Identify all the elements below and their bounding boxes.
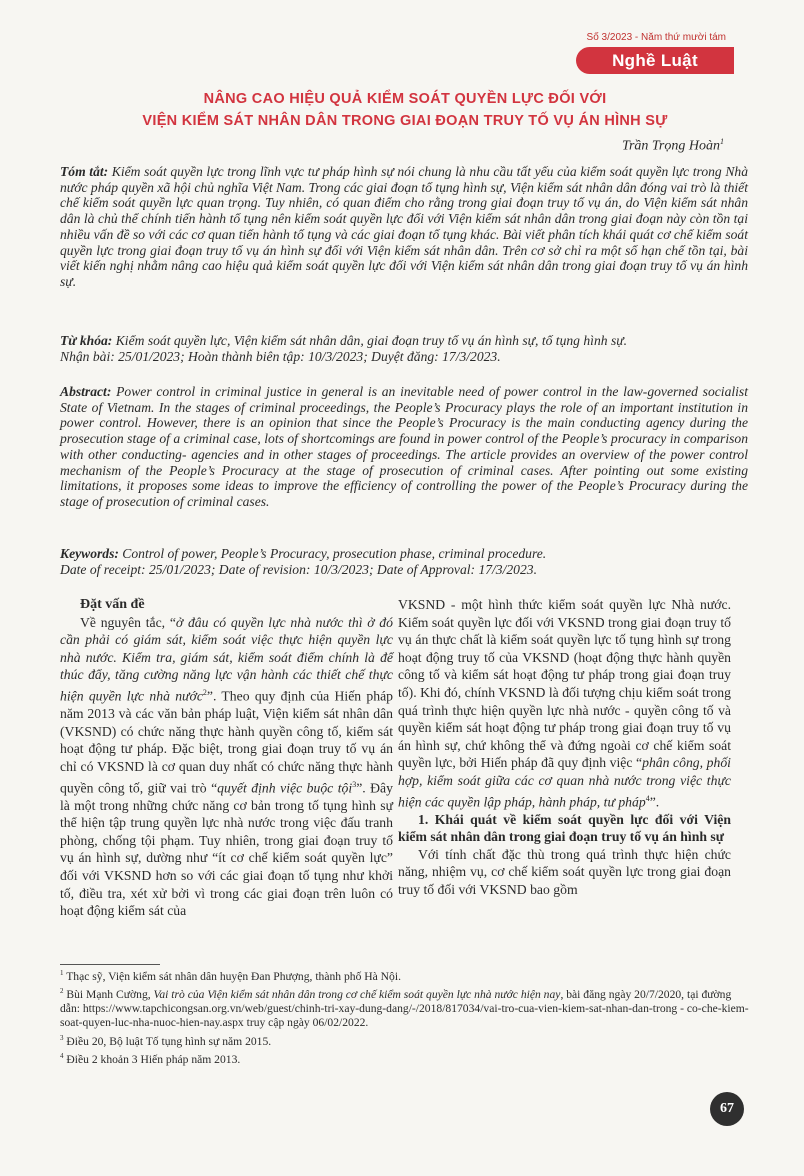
abstract-en-text: Power control in criminal justice in general is an inevitable need of power control in the law-governed socialist State of Vietnam. In the stages of criminal proceedings, the People’s Procuracy plays the role of an important institution in power control. However, there is an opinion that since the People’s Procuracy is the main conducting agency during the prosecution stage of a criminal case, lots of shortcomings are found in power control of the People’s procuracy in comparison with other conducting- agencies and in other stages of proceedings. The article provides an overview of the power control mechanism of the People’s Procuracy at the stage of prosecution of criminal cases. After pointing out some existing limitations, it proposes some ideas to improve the efficiency of controlling the power of the People’s Procuracy during the stage of prosecution of criminal cases. — [60, 384, 748, 509]
intro-heading: Đặt vấn đề — [80, 597, 145, 612]
keywords-vi-label: Từ khóa: — [60, 333, 113, 348]
p2-text-b: ”. — [649, 794, 660, 810]
body-paragraph-2 — [398, 596, 731, 811]
abstract-vi-label: Tóm tắt: — [60, 164, 109, 179]
body-paragraph-1 — [60, 614, 393, 920]
keywords-en-text: Control of power, People’s Procuracy, prosecution phase, criminal procedure. — [118, 546, 547, 561]
p2-quote: phân công, phối hợp, kiểm soát giữa các cơ quan nhà nước trong việc thực hiện các quyền lập pháp, hành pháp, tư pháp — [398, 755, 731, 810]
footnote-1-number: 1 — [60, 969, 64, 977]
p1-quote: ở đâu có quyền lực nhà nước thì ở đó cần phải có giám sát, kiểm soát việc thực hiện quyền lực nhà nước. Kiểm tra, giám sát, kiểm soát điểm chính là để thúc đẩy, tăng cường năng lực vận hành các thiết chế thực hiện quyền lực nhà nước — [60, 614, 393, 704]
p2-text-a: VKSND - một hình thức kiểm soát quyền lực Nhà nước. Kiểm soát quyền lực đối với VKSND trong giai đoạn truy tố vụ án thực chất là kiểm soát quyền lực tố tụng hình sự trong hoạt động truy tố của VKSND (hoạt động thực hành quyền công tố và kiểm sát hoạt động tư pháp trong giai đoạn truy tố). Khi đó, chính VKSND là đối tượng chịu kiểm soát trong quá trình thực hiện quyền lực nhà nước - quyền công tố và quyền kiểm sát hoạt động tư pháp trong giai đoạn truy tố vụ án hình sự, chứ không thể và đứng ngoài cơ chế kiểm soát quyền lực, bởi Hiến pháp đã quy định việc “ — [398, 597, 731, 771]
keywords-en-line — [60, 546, 748, 562]
footnote-1-text: Thạc sỹ, Viện kiểm sát nhân dân huyện Đan Phượng, thành phố Hà Nội. — [63, 969, 401, 983]
footnote-2-text-a: Bùi Mạnh Cường, — [63, 987, 154, 1001]
footnote-2-text-b: , bài đăng ngày 20/7/2020, tại đường dẫn: https://www.tapchicongsan.org.vn/web/guest/chinh-tri-xay-dung-dang/-/2018/817034/vai-tro-cua-vien-kiem-sat-nhan-dan-trong - co-che-kiem-soat-quyen-luc-nha-nuoc-hien-nay.aspx truy cập ngày 06/02/2022. — [60, 987, 749, 1030]
footnote-divider — [60, 964, 160, 965]
footnote-4 — [60, 1049, 750, 1067]
issue-info: Số 3/2023 - Năm thứ mười tám — [586, 32, 726, 43]
footnotes — [60, 966, 750, 1067]
dates-vi: Nhận bài: 25/01/2023; Hoàn thành biên tập: 10/3/2023; Duyệt đăng: 17/3/2023. — [60, 348, 501, 364]
footnote-3 — [60, 1031, 750, 1049]
section-1-heading: 1. Khái quát về kiểm soát quyền lực đối với Viện kiểm sát nhân dân trong giai đoạn truy tố vụ án hình sự — [398, 811, 731, 845]
keywords-vi-text: Kiểm soát quyền lực, Viện kiểm sát nhân dân, giai đoạn truy tố vụ án hình sự, tố tụng hình sự. — [112, 333, 628, 348]
p1-text-b: ”. Theo quy định của Hiến pháp năm 2013 và các văn bản pháp luật, Viện kiểm sát nhân dân (VKSND) có chức năng thực hành quyền công tố, kiểm sát hoạt động tư pháp. Đặc biệt, trong giai đoạn truy tố vụ án chỉ có VKSND là cơ quan duy nhất có chức năng thực hành quyền công tố, giữ vai trò “ — [60, 688, 393, 796]
p1-footnote-ref: 2 — [202, 687, 207, 697]
keywords-vietnamese — [60, 333, 748, 364]
p1-text-a: Về nguyên tắc, “ — [80, 614, 176, 630]
footnote-4-text: Điều 2 khoản 3 Hiến pháp năm 2013. — [63, 1052, 241, 1066]
p1-footnote-ref-2: 3 — [352, 779, 357, 789]
body-column-right — [398, 596, 731, 899]
author-name: Trần Trọng Hoàn — [621, 138, 720, 154]
footnote-2-title: Vai trò của Viện kiểm sát nhân dân trong cơ chế kiểm soát quyền lực nhà nước hiện nay — [153, 987, 561, 1001]
abstract-vi-text: Kiểm soát quyền lực trong lĩnh vực tư pháp hình sự nói chung là nhu cầu tất yếu của kiểm soát quyền lực trong Nhà nước pháp quyền xã hội chủ nghĩa Việt Nam. Trong các giai đoạn tố tụng hình sự, Viện kiểm sát nhân dân đóng vai trò là thiết chế kiểm soát quyền lực quan trọng. Tuy nhiên, có quan điểm cho rằng trong giai đoạn truy tố vụ án, do Viện kiểm sát nhân dân là chủ thể chính tiến hành tố tụng nên kiểm soát quyền lực đối với Viện kiểm sát nhân dân trong giai đoạn này còn tồn tại nhiều vấn đề so với các cơ quan tiến hành tố tụng và các giai đoạn tố tụng khác. Bài viết phân tích khái quát cơ chế kiểm soát quyền lực trong giai đoạn truy tố vụ án hình sự đối với Viện kiểm sát nhân dân. Trên cơ sở chỉ ra một số hạn chế tồn tại, bài viết kiến nghị nhằm nâng cao hiệu quả kiểm soát quyền lực đối với Viện kiểm sát nhân dân trong giai đoạn truy tố vụ án hình sự. — [60, 164, 748, 289]
body-paragraph-3: Với tính chất đặc thù trong quá trình thực hiện chức năng, nhiệm vụ, cơ chế kiểm soát quyền lực trong giai đoạn truy tố đối với VKSND bao gồm — [398, 846, 731, 898]
title-line-2: VIỆN KIỂM SÁT NHÂN DÂN TRONG GIAI ĐOẠN TRUY TỐ VỤ ÁN HÌNH SỰ — [142, 113, 668, 129]
title-line-1: NÂNG CAO HIỆU QUẢ KIỂM SOÁT QUYỀN LỰC ĐỐI VỚI — [203, 91, 607, 107]
keywords-en-label: Keywords: — [60, 546, 119, 561]
p1-text-c: ”. Đây là một trong những chức năng cơ bản trong tố tụng hình sự thể hiện tập trung quyền lực nhà nước trong việc đấu tranh phòng, chống tội phạm. Tuy nhiên, trong giai đoạn truy tố vụ án hình sự, dường như “ít cơ chế kiểm soát quyền lực” đối với VKSND hơn so với các giai đoạn tố tụng như khởi tố, điều tra, xét xử bởi vì trong các giai đoạn trên luôn có hoạt động kiểm sát của — [60, 780, 393, 919]
section-badge: Nghề Luật — [576, 47, 734, 74]
article-title — [60, 88, 750, 132]
footnote-2-number: 2 — [60, 987, 64, 996]
footnote-4-number: 4 — [60, 1051, 64, 1060]
footnote-1 — [60, 966, 750, 984]
footnote-3-text: Điều 20, Bộ luật Tố tụng hình sự năm 2015. — [63, 1034, 272, 1048]
p1-quote-2: quyết định việc buộc tội — [217, 780, 353, 796]
keywords-english — [60, 546, 748, 577]
p2-footnote-ref: 4 — [645, 793, 650, 803]
author-footnote-ref: 1 — [720, 137, 724, 146]
keywords-vi-line — [60, 333, 748, 349]
author — [622, 137, 724, 155]
dates-en: Date of receipt: 25/01/2023; Date of revision: 10/3/2023; Date of Approval: 17/3/2023. — [60, 561, 537, 577]
abstract-english — [60, 384, 748, 510]
page-number: 67 — [710, 1092, 744, 1126]
footnote-2 — [60, 984, 750, 1030]
abstract-en-label: Abstract: — [60, 384, 112, 399]
footnote-3-number: 3 — [60, 1033, 64, 1042]
body-column-left — [60, 596, 393, 920]
abstract-vietnamese — [60, 164, 748, 290]
